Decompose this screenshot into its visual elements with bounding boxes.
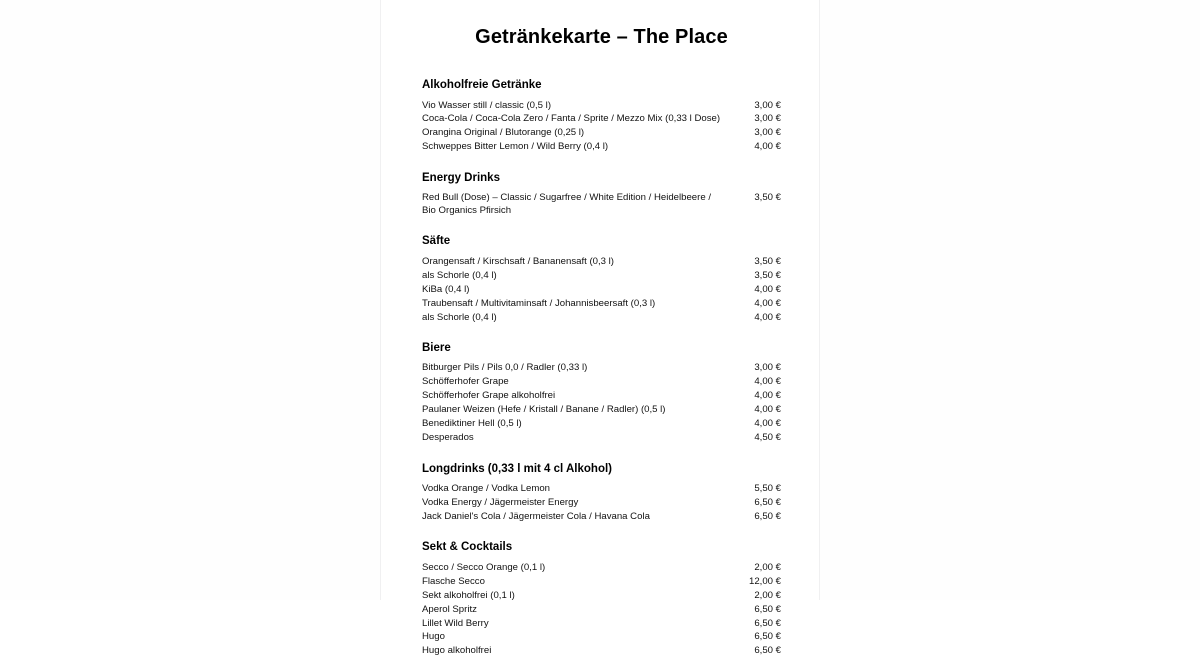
menu-item-row (422, 418, 781, 432)
menu-item-row (422, 432, 781, 446)
menu-item-name: Secco / Secco Orange (0,1 l) (422, 561, 546, 573)
menu-item-price: 3,50 € (754, 255, 781, 267)
menu-item-price: 6,50 € (754, 496, 781, 508)
menu-item-name: Desperados (422, 432, 474, 444)
menu-item-price: 4,00 € (754, 141, 781, 153)
menu-item-row (422, 603, 781, 617)
menu-item-price: 6,50 € (754, 645, 781, 657)
menu-item-row (422, 575, 781, 589)
menu-item-name: als Schorle (0,4 l) (422, 269, 497, 281)
menu-item-name: Schweppes Bitter Lemon / Wild Berry (0,4 l) (422, 141, 609, 153)
menu-item-row (422, 404, 781, 418)
menu-section-longdrinks (422, 446, 781, 525)
menu-item-row (422, 510, 781, 524)
menu-item-name: Sekt alkoholfrei (0,1 l) (422, 589, 515, 601)
menu-item-price: 4,00 € (754, 390, 781, 402)
menu-section-energy-drinks (422, 155, 781, 219)
menu-item-name: Vio Wasser still / classic (0,5 l) (422, 99, 552, 111)
section-heading: Sekt & Cocktails (422, 541, 513, 554)
page-title: Getränkekarte – The Place (475, 26, 728, 48)
menu-item-price: 3,00 € (754, 99, 781, 111)
menu-item-name: Hugo alkoholfrei (422, 645, 492, 657)
menu-item-row (422, 631, 781, 645)
menu-item-name: Vodka Energy / Jägermeister Energy (422, 496, 579, 508)
menu-item-price: 12,00 € (748, 575, 781, 587)
menu-item-name: Benediktiner Hell (0,5 l) (422, 418, 522, 430)
menu-item-price: 3,00 € (754, 362, 781, 374)
section-heading: Energy Drinks (422, 171, 500, 184)
menu-item-price: 4,00 € (754, 283, 781, 295)
menu-item-row (422, 113, 781, 127)
menu-item-name: Coca-Cola / Coca-Cola Zero / Fanta / Sprite / Mezzo Mix (0,33 l Dose) (422, 113, 721, 125)
menu-item-row (422, 127, 781, 141)
menu-item-price: 2,00 € (754, 589, 781, 601)
menu-item-price: 3,00 € (754, 127, 781, 139)
menu-item-row (422, 269, 781, 283)
menu-item-row (422, 376, 781, 390)
section-heading: Säfte (422, 235, 451, 248)
menu-item-price: 6,50 € (754, 617, 781, 629)
menu-item-row (422, 561, 781, 575)
menu-item-price: 4,00 € (754, 404, 781, 416)
menu-item-row (422, 390, 781, 404)
menu-item-price: 4,00 € (754, 418, 781, 430)
document-page (380, 0, 820, 657)
menu-item-row (422, 192, 781, 219)
menu-item-price: 4,00 € (754, 311, 781, 323)
menu-item-row (422, 482, 781, 496)
menu-item-row (422, 99, 781, 113)
menu-item-name: KiBa (0,4 l) (422, 283, 470, 295)
menu-section-alkoholfreie-getraenke (422, 50, 781, 155)
menu-item-row (422, 297, 781, 311)
menu-item-price: 3,00 € (754, 113, 781, 125)
menu-item-row (422, 645, 781, 659)
menu-section-saefte (422, 218, 781, 325)
menu-item-name: Orangensaft / Kirschsaft / Bananensaft (0,3 l) (422, 255, 614, 267)
menu-item-row (422, 311, 781, 325)
menu-section-sekt-cocktails (422, 524, 781, 659)
menu-item-price: 4,00 € (754, 297, 781, 309)
section-heading: Biere (422, 341, 451, 354)
menu-item-name: Aperol Spritz (422, 603, 477, 615)
menu-item-row (422, 589, 781, 603)
page-content (422, 0, 781, 659)
menu-item-row (422, 141, 781, 155)
menu-item-name: Schöfferhofer Grape alkoholfrei (422, 390, 556, 402)
menu-item-price: 4,50 € (754, 432, 781, 444)
menu-item-name: Vodka Orange / Vodka Lemon (422, 483, 551, 495)
menu-item-name: Traubensaft / Multivitaminsaft / Johannisbeersaft (0,3 l) (422, 297, 656, 309)
section-heading: Alkoholfreie Getränke (422, 79, 542, 91)
menu-item-name: Paulaner Weizen (Hefe / Kristall / Banane / Radler) (0,5 l) (422, 404, 666, 416)
menu-item-name: Hugo (422, 631, 445, 643)
menu-item-price: 2,00 € (754, 561, 781, 573)
menu-item-name: Lillet Wild Berry (422, 617, 489, 629)
menu-item-row (422, 255, 781, 269)
menu-item-row (422, 283, 781, 297)
menu-item-name: Orangina Original / Blutorange (0,25 l) (422, 127, 585, 139)
menu-section-biere (422, 325, 781, 446)
menu-item-name: Bitburger Pils / Pils 0,0 / Radler (0,33 l) (422, 362, 588, 374)
menu-item-price: 3,50 € (754, 192, 781, 204)
menu-item-name: Schöfferhofer Grape (422, 376, 509, 388)
menu-item-price: 6,50 € (754, 510, 781, 522)
menu-item-price: 6,50 € (754, 603, 781, 615)
menu-item-row (422, 617, 781, 631)
menu-sections (422, 50, 781, 659)
menu-item-price: 5,50 € (754, 483, 781, 495)
menu-item-price: 6,50 € (754, 631, 781, 643)
menu-item-name: als Schorle (0,4 l) (422, 311, 497, 323)
section-heading: Longdrinks (0,33 l mit 4 cl Alkohol) (422, 462, 612, 475)
menu-item-name: Flasche Secco (422, 575, 485, 587)
menu-item-row (422, 496, 781, 510)
menu-item-price: 3,50 € (754, 269, 781, 281)
menu-item-name: Red Bull (Dose) – Classic / Sugarfree / White Edition / Heidelbeere / Bio Organics Pfirsich (422, 192, 712, 216)
menu-item-price: 4,00 € (754, 376, 781, 388)
menu-item-row (422, 362, 781, 376)
menu-item-name: Jack Daniel's Cola / Jägermeister Cola / Havana Cola (422, 510, 650, 522)
